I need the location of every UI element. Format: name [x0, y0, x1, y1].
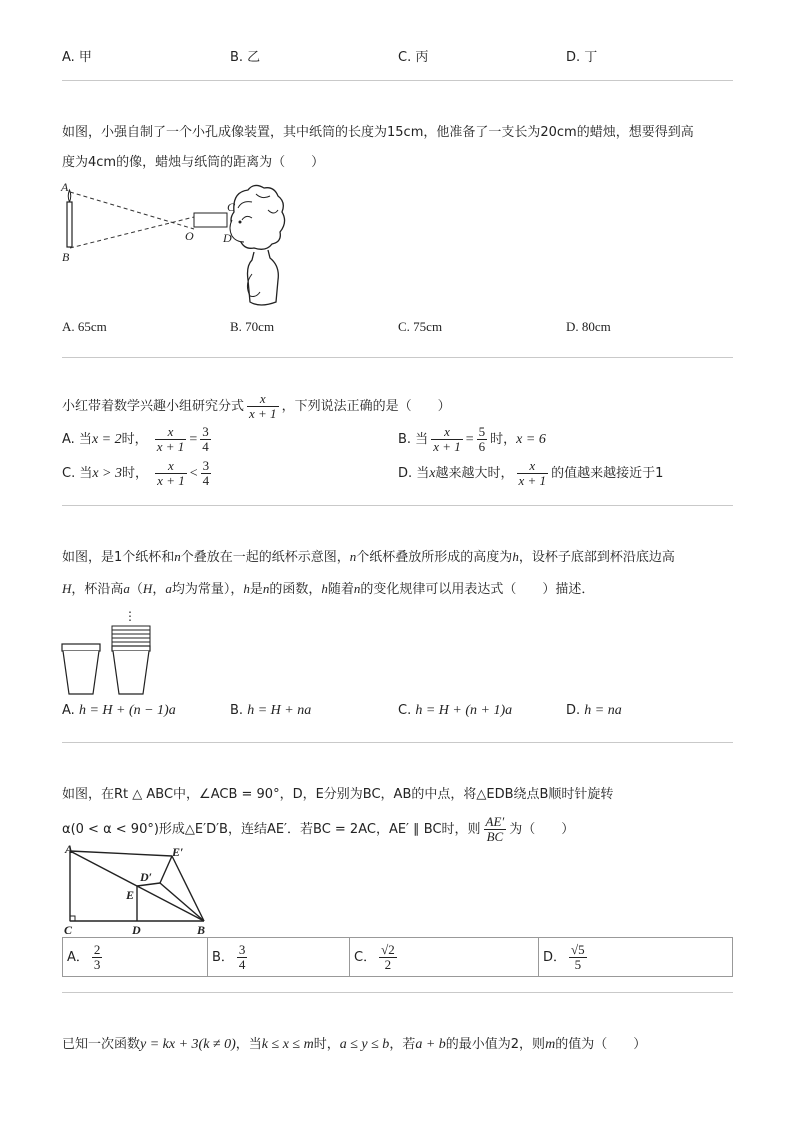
- divider: [62, 742, 733, 743]
- q2-option-c: C. 当x > 3时， $\frac{x}{x + 1}$ < $\frac{3}{4}$: [62, 458, 210, 488]
- q3-option-c: C. h = H + (n + 1)a: [398, 703, 513, 718]
- q3-option-d: D. h = na: [566, 703, 622, 718]
- q4-label-e-prime: E′: [172, 845, 184, 859]
- q1-option-a: A. 65cm: [62, 319, 107, 334]
- q3-stem-line1: 如图，是1个纸杯和n个叠放在一起的纸杯示意图，n个纸杯叠放所形成的高度为h，设杯子底部到杯沿底边高: [62, 549, 675, 565]
- q1-stem-line1: 如图，小强自制了一个小孔成像装置，其中纸筒的长度为15cm，他准备了一支长为20cm的蜡烛，想要得到高: [62, 125, 694, 140]
- q1-label-c: C: [227, 200, 236, 214]
- q2-stem: 小红带着数学兴趣小组研究分式 $\frac{x}{x + 1}$ ，下列说法正确的是（ ）: [62, 391, 451, 421]
- q3-dots: ⋮: [124, 609, 136, 623]
- q4-label-a: A: [65, 842, 74, 856]
- q2-option-a: A. 当x = 2时， $\frac{x}{x + 1}$ = $\frac{3}{4}$: [62, 424, 209, 454]
- divider: [62, 505, 733, 506]
- q4-options-table: [62, 937, 733, 977]
- q3-option-a: A. h = H + (n − 1)a: [62, 703, 176, 718]
- q4-option-d: D． $\frac{√5}{5}$: [539, 938, 733, 977]
- q1-label-b: B: [62, 250, 70, 264]
- q4-stem-line1: 如图，在Rt △ ABC中，∠ACB = 90°，D，E分别为BC，AB的中点，将△EDB绕点B顺时针旋转: [62, 787, 614, 802]
- q4-stem-line2: α(0 < α < 90°)形成△E′D′B，连结AE′．若BC = 2AC，AE′ ∥ BC时，则 $\frac{AE'}{BC}$ 为（ ）: [62, 814, 575, 844]
- q4-label-d: D: [132, 923, 141, 937]
- q4-option-a: A． $\frac{2}{3}$: [63, 938, 208, 977]
- q0-option-b: B. 乙: [230, 50, 261, 65]
- q3-stem-line2: H，杯沿高a（H，a均为常量），h是n的函数，h随着n的变化规律可以用表达式（ ）描述．: [62, 581, 595, 597]
- q2-option-d: D. 当x越来越大时， $\frac{x}{x + 1}$ 的值越来越接近于1: [398, 458, 664, 488]
- q1-stem-line2: 度为4cm的像，蜡烛与纸筒的距离为（ ）: [62, 155, 325, 170]
- q1-option-d: D. 80cm: [566, 319, 611, 334]
- q4-option-b: B． $\frac{3}{4}$: [208, 938, 350, 977]
- q4-option-c: C． $\frac{√2}{2}$: [350, 938, 539, 977]
- q2-option-b: B. 当 $\frac{x}{x + 1}$ = $\frac{5}{6}$ 时，x = 6: [398, 424, 546, 454]
- q5-stem: 已知一次函数y = kx + 3(k ≠ 0)，当k ≤ x ≤ m时，a ≤ y ≤ b，若a + b的最小值为2，则m的值为（ ）: [62, 1037, 647, 1052]
- q1-pinhole-figure: [56, 180, 296, 315]
- q0-option-d: D. 丁: [566, 50, 598, 65]
- q0-option-a: A. 甲: [62, 50, 92, 65]
- q4-label-e: E: [126, 888, 135, 902]
- q0-option-c: C. 丙: [398, 50, 429, 65]
- q4-label-d-prime: D′: [140, 870, 153, 884]
- q1-label-o: O: [185, 229, 194, 243]
- q1-option-c: C. 75cm: [398, 319, 443, 334]
- divider: [62, 992, 733, 993]
- q1-option-b: B. 70cm: [230, 319, 275, 334]
- q1-label-a: A: [61, 180, 69, 194]
- q4-label-c: C: [64, 923, 73, 937]
- divider: [62, 357, 733, 358]
- q1-label-d: D: [223, 231, 232, 245]
- divider: [62, 80, 733, 81]
- q3-option-b: B. h = H + na: [230, 703, 312, 718]
- q3-cups-figure: [58, 610, 158, 700]
- q4-label-b: B: [197, 923, 206, 937]
